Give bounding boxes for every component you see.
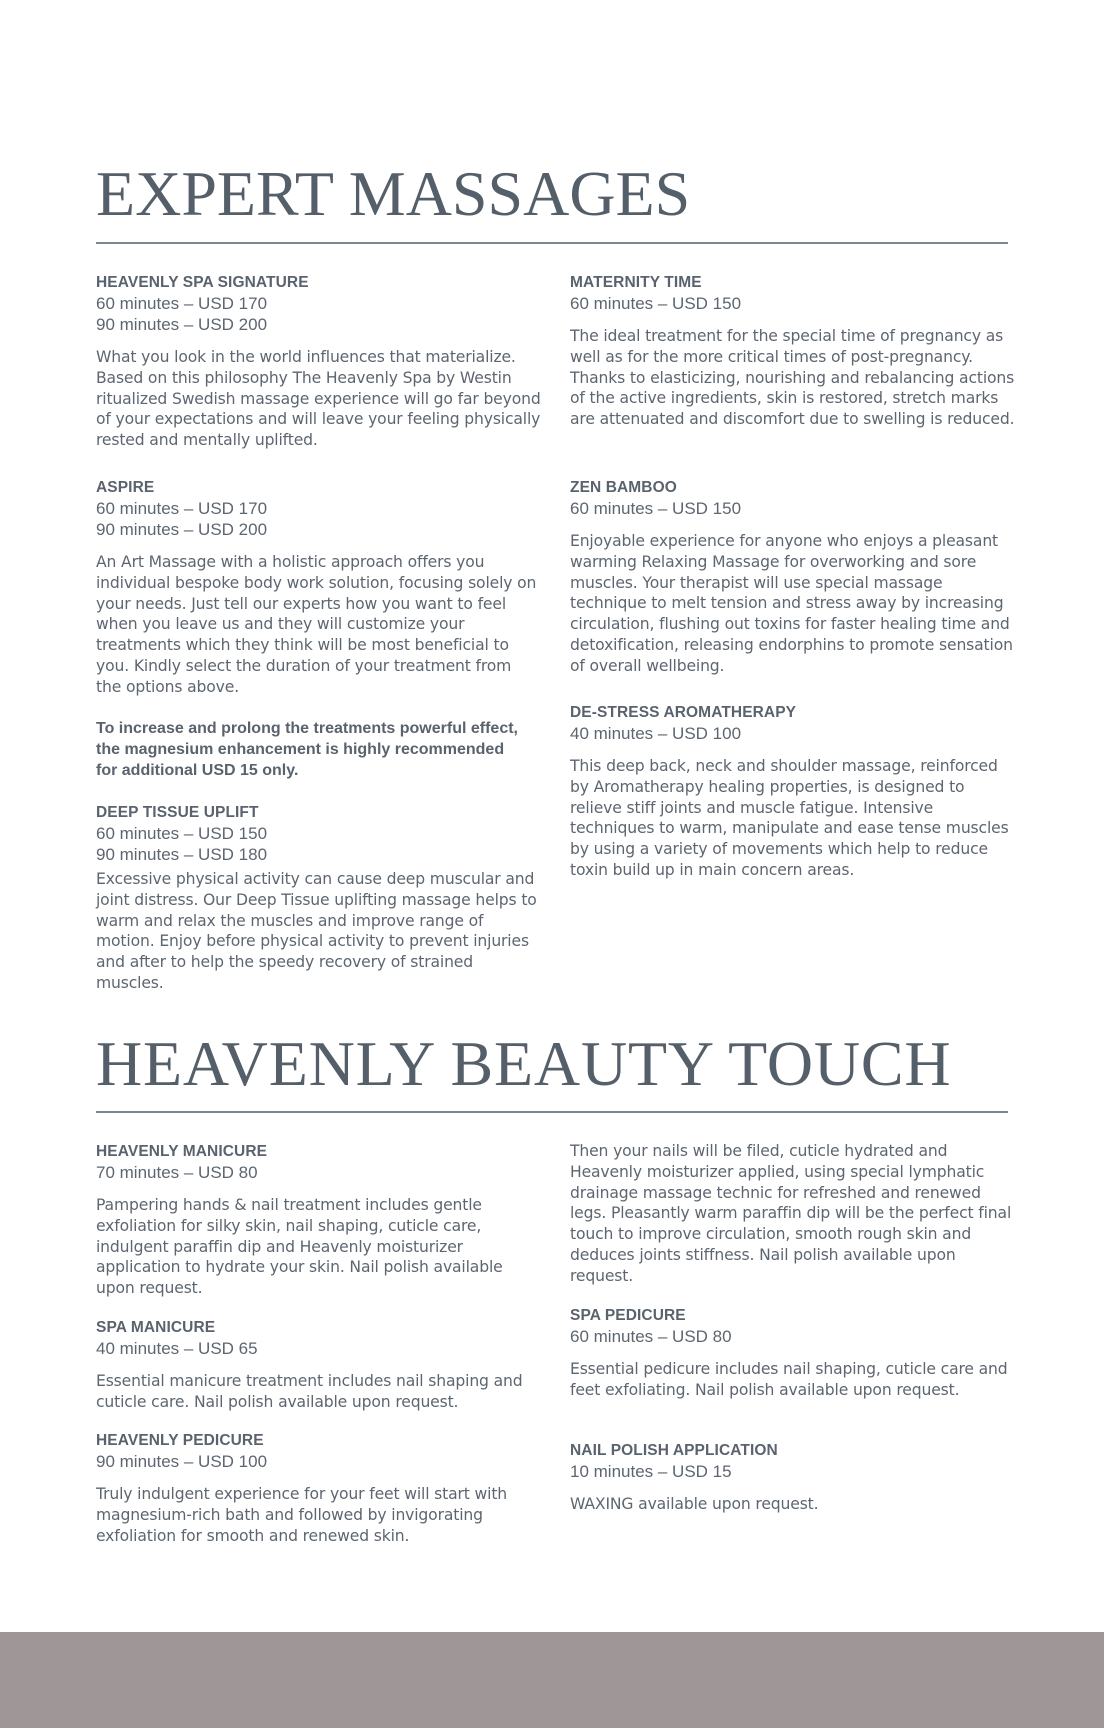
massage-item-zen-bamboo (570, 477, 1015, 677)
item-description: Truly indulgent experience for your feet will start with magnesium-rich bath and followed by invigorating exfoliation for smooth and renewed skin. (96, 1485, 508, 1545)
item-title: NAIL POLISH APPLICATION (570, 1442, 778, 1459)
item-title: DE-STRESS AROMATHERAPY (570, 704, 797, 721)
footer-band (0, 1632, 1104, 1728)
item-title: HEAVENLY SPA SIGNATURE (96, 274, 309, 291)
item-title: SPA PEDICURE (570, 1307, 686, 1324)
item-description: This deep back, neck and shoulder massage, reinforced by Aromatherapy healing properties, is designed to relieve stiff joints and muscle fatigue. Intensive techniques to warm, manipulate and ease tense muscles by using a variety of movements which help to reduce toxin build up in main concern areas. (570, 757, 1009, 879)
item-description: What you look in the world influences that materialize. Based on this philosophy The Heavenly Spa by Westin ritualized Swedish massage experience will go far beyond of your expectations and will leave your feeling physically rested and mentally uplifted. (96, 348, 541, 450)
item-description: The ideal treatment for the special time of pregnancy as well as for the more critical times of post-pregnancy. Thanks to elasticizing, nourishing and rebalancing actions of the active ingredients, skin is restored, stretch marks are attenuated and discomfort due to swelling is reduced. (570, 327, 1015, 429)
beauty-item-nail-polish (570, 1440, 1015, 1515)
item-price: 70 minutes – USD 80 (96, 1163, 258, 1182)
item-title: HEAVENLY PEDICURE (96, 1432, 264, 1449)
item-description: WAXING available upon request. (570, 1495, 819, 1513)
item-price: 90 minutes – USD 100 (96, 1452, 268, 1471)
item-title: MATERNITY TIME (570, 274, 702, 291)
item-price: 60 minutes – USD 170 (96, 294, 268, 313)
item-description: Enjoyable experience for anyone who enjoys a pleasant warming Relaxing Massage for overworking and sore muscles. Your therapist will use special massage technique to melt tension and stress away by increasing circulation, flushing out toxins for faster healing time and detoxification, releasing endorphins to promote sensation of overall wellbeing. (570, 532, 1013, 675)
beauty-item-spa-manicure (96, 1317, 541, 1413)
item-description: Pampering hands & nail treatment includes gentle exfoliation for silky skin, nail shaping, cuticle care, indulgent paraffin dip and Heavenly moisturizer application to hydrate your skin. Nail polish available upon request. (96, 1196, 503, 1298)
item-description: Essential pedicure includes nail shaping, cuticle care and feet exfoliating. Nail polish available upon request. (570, 1360, 1008, 1399)
item-price: 60 minutes – USD 150 (570, 294, 742, 313)
item-title: SPA MANICURE (96, 1319, 216, 1336)
item-title: ASPIRE (96, 479, 155, 496)
item-price: 40 minutes – USD 100 (570, 724, 742, 743)
item-price: 90 minutes – USD 200 (96, 315, 268, 334)
beauty-touch-title: HEAVENLY BEAUTY TOUCH (96, 1028, 952, 1099)
item-description: Excessive physical activity can cause deep muscular and joint distress. Our Deep Tissue uplifting massage helps to warm and relax the muscles and improve range of motion. Enjoy before physical activity to prevent injuries and after to help the speedy recovery of strained muscles. (96, 870, 537, 992)
item-price: 90 minutes – USD 180 (96, 845, 268, 864)
item-title: ZEN BAMBOO (570, 479, 677, 496)
massage-item-destress (570, 702, 1015, 881)
item-price: 10 minutes – USD 15 (570, 1462, 732, 1481)
item-price: 60 minutes – USD 170 (96, 499, 268, 518)
expert-massages-title: EXPERT MASSAGES (96, 158, 691, 229)
massage-item-signature (96, 272, 541, 451)
beauty-item-pedicure (96, 1430, 541, 1546)
massage-item-maternity (570, 272, 1015, 430)
beauty-item-spa-pedicure (570, 1305, 1015, 1401)
note-text: To increase and prolong the treatments powerful effect, the magnesium enhancement is highly recommended for additional USD 15 only. (96, 720, 518, 779)
item-price: 60 minutes – USD 150 (570, 499, 742, 518)
item-description: Then your nails will be filed, cuticle hydrated and Heavenly moisturizer applied, using special lymphatic drainage massage technic for refreshed and renewed legs. Pleasantly warm paraffin dip will be the perfect final touch to improve circulation, smooth rough skin and deduces joints stiffness. Nail polish available upon request. (570, 1142, 1012, 1285)
item-price: 40 minutes – USD 65 (96, 1339, 258, 1358)
section-divider (96, 1111, 1008, 1113)
item-price: 60 minutes – USD 80 (570, 1327, 732, 1346)
item-description: An Art Massage with a holistic approach offers you individual bespoke body work solution, focusing solely on your needs. Just tell our experts how you want to feel when you leave us and they will customize your treatments which they think will be most beneficial to you. Kindly select the duration of your treatment from the options above. (96, 553, 537, 696)
item-price: 90 minutes – USD 200 (96, 520, 268, 539)
item-description: Essential manicure treatment includes nail shaping and cuticle care. Nail polish available upon request. (96, 1372, 523, 1411)
section-divider (96, 242, 1008, 244)
pedicure-continued (570, 1141, 1015, 1287)
massage-item-aspire (96, 477, 541, 698)
beauty-item-manicure (96, 1141, 541, 1299)
massage-item-deep-tissue (96, 802, 541, 994)
item-price: 60 minutes – USD 150 (96, 824, 268, 843)
item-title: HEAVENLY MANICURE (96, 1143, 268, 1160)
item-title: DEEP TISSUE UPLIFT (96, 804, 259, 821)
magnesium-note (96, 718, 526, 781)
